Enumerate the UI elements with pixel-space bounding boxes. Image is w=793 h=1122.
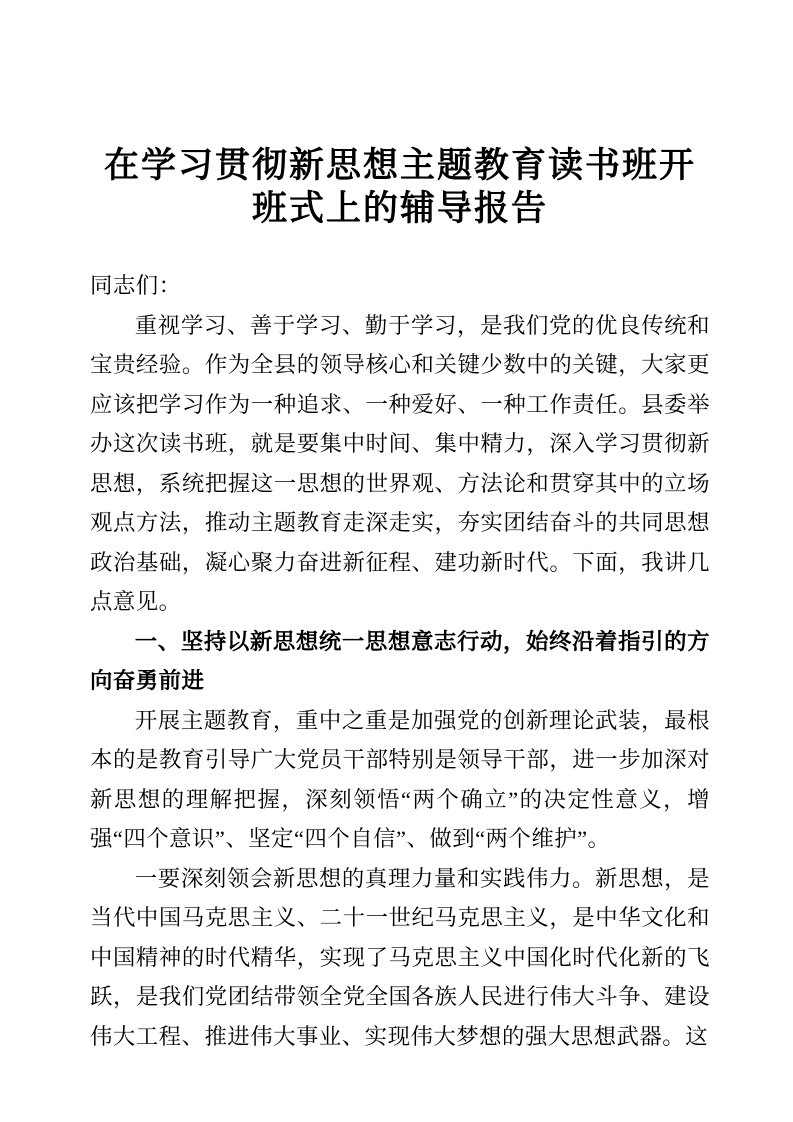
section-heading-1: 一、坚持以新思想统一思想意志行动，始终沿着指引的方向奋勇前进 bbox=[90, 628, 710, 693]
document-title: 在学习贯彻新思想主题教育读书班开班式上的辅导报告 bbox=[103, 146, 696, 228]
paragraph-intro: 重视学习、善于学习、勤于学习，是我们党的优良传统和宝贵经验。作为全县的领导核心和关键少数中的关键，大家更应该把学习作为一种追求、一种爱好、一种工作责任。县委举办这次读书班，就是要集中时间、集中精力，深入学习贯彻新思想，系统把握这一思想的世界观、方法论和贯穿其中的立场观点方法，推动主题教育走深走实，夯实团结奋斗的共同思想政治基础，凝心聚力奋进新征程、建功新时代。下面，我讲几点意见。 bbox=[90, 312, 710, 614]
paragraph-truth-power: 一要深刻领会新思想的真理力量和实践伟力。新思想，是当代中国马克思主义、二十一世纪马克思主义，是中华文化和中国精神的时代精华，实现了马克思主义中国化时代化新的飞跃，是我们党团结带领全党全国各族人民进行伟大斗争、建设伟大工程、推进伟大事业、实现伟大梦想的强大思想武器。这 bbox=[90, 865, 710, 1049]
document-body bbox=[90, 266, 710, 1056]
salutation: 同志们： bbox=[90, 273, 182, 298]
paragraph-theme-education: 开展主题教育，重中之重是加强党的创新理论武装，最根本的是教育引导广大党员干部特别是领导干部，进一步加深对新思想的理解把握，深刻领悟“两个确立”的决定性意义，增强“四个意识”、坚定“四个自信”、做到“两个维护”。 bbox=[90, 707, 710, 851]
